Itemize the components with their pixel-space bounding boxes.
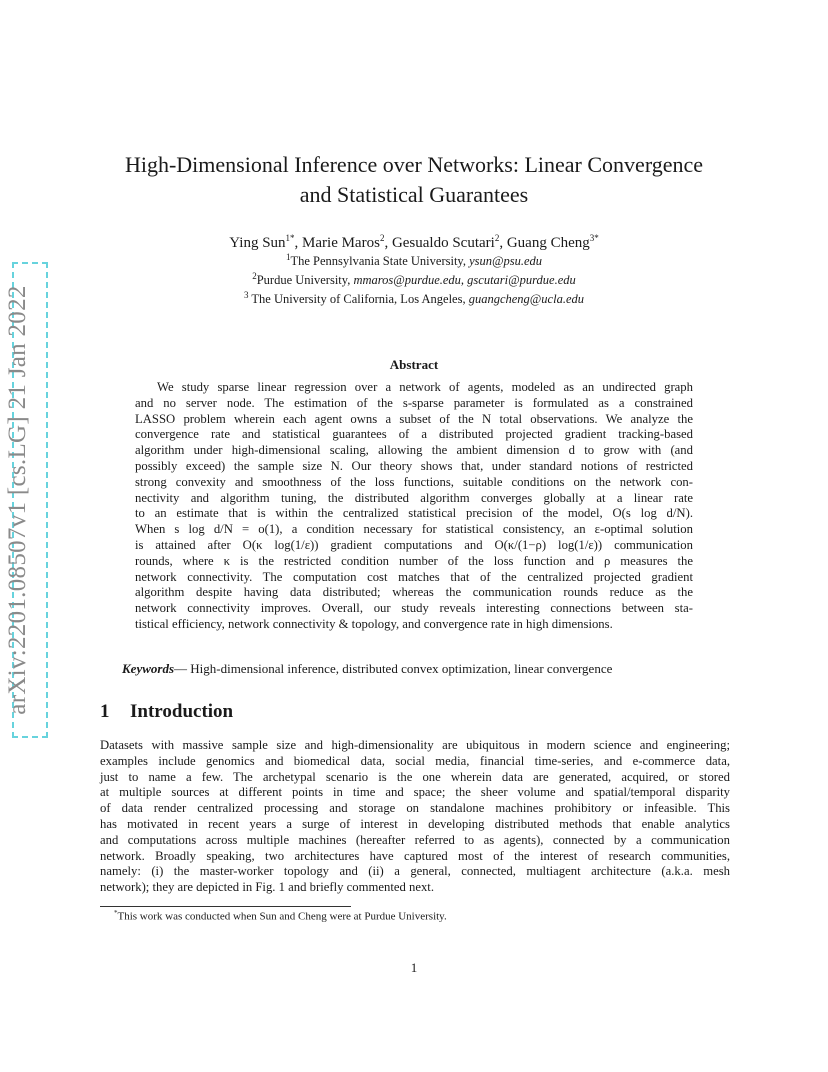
- affiliation-mark: 1: [285, 252, 291, 262]
- affiliation-mark: 3: [243, 290, 249, 300]
- footnote-text: This work was conducted when Sun and Cheng were at Purdue University.: [117, 910, 447, 923]
- page-number: 1: [410, 960, 418, 975]
- affiliation: [100, 249, 728, 269]
- intro-line: has motivated in recent years a surge of interest in developing distributed methods that enable analytics: [100, 816, 730, 831]
- abstract-line: strong convexity and smoothness of the loss functions, suitable conditions on the network con-: [135, 474, 693, 489]
- title-line: High-Dimensional Inference over Networks: Linear Convergence: [124, 152, 704, 177]
- title-line: and Statistical Guarantees: [299, 182, 529, 207]
- abstract-line: rounds, where κ is the restricted condition number of the loss function and ρ measures the: [135, 553, 693, 568]
- abstract-line: When s log d/N = o(1), a condition necessary for statistical consistency, an ε-optimal solution: [135, 522, 693, 537]
- affiliation-email: guangcheng@ucla.edu: [468, 292, 584, 307]
- abstract-line: network connectivity. The computation cost matches that of the centralized projected gradient: [135, 569, 693, 584]
- intro-line: of data render centralized processing and storage on standalone machines prohibitory or infeasible. This: [100, 801, 730, 816]
- abstract-line: is attained after O(κ log(1/ε)) gradient computations and O(κ/(1−ρ) log(1/ε)) communication: [135, 537, 693, 552]
- intro-line: Datasets with massive sample size and high-dimensionality are ubiquitous in modern science and engineering;: [100, 738, 730, 752]
- footnote: [114, 909, 447, 923]
- affiliation-email: ysun@psu.edu: [469, 254, 543, 269]
- footnote-mark: *: [114, 909, 118, 917]
- affiliation-name: The University of California, Los Angeles,: [248, 292, 469, 307]
- arxiv-stamp-text: arXiv:2201.08507v1 [cs.LG] 21 Jan 2022: [4, 285, 31, 715]
- author-mark: 1*: [285, 233, 295, 243]
- author-mark: 3*: [589, 233, 599, 243]
- abstract-line: nectivity and algorithm tuning, the distributed algorithm converges globally at a linear rate: [135, 490, 693, 505]
- paper-title: [100, 150, 728, 210]
- intro-line: namely: (i) the master-worker topology and (ii) a general, connected, multiagent architecture (a.k.a. mesh: [100, 864, 730, 879]
- abstract-line: tistical efficiency, network connectivity & topology, and convergence rate in high dimensions.: [135, 616, 613, 631]
- author-mark: 2: [379, 233, 385, 243]
- intro-line: network); they are depicted in Fig. 1 and briefly commented next.: [100, 880, 435, 895]
- author-name: , Guang Cheng: [499, 235, 590, 251]
- abstract-line: to an estimate that is within the centralized statistical precision of the model, O(s log d/N).: [135, 506, 693, 521]
- author-name: Ying Sun: [229, 235, 286, 251]
- abstract-body: [135, 380, 693, 633]
- section-heading: [100, 701, 233, 723]
- affiliation: [100, 287, 728, 307]
- intro-line: just to name a few. The archetypal scenario is the one wherein data are generated, acquired, or stored: [100, 769, 730, 784]
- affiliation-name: The Pennsylvania State University,: [290, 254, 470, 269]
- keywords-text: — High-dimensional inference, distributed convex optimization, linear convergence: [174, 661, 613, 676]
- intro-line: network. Broadly speaking, two architectures have captured most of the interest of research communities,: [100, 848, 730, 863]
- abstract-line: possibly exceed) the sample size N. Our theory shows that, under standard notions of restricted: [135, 458, 693, 473]
- abstract-line: network connectivity improves. Overall, our study reveals interesting connections between sta-: [135, 601, 693, 616]
- author-name: , Marie Maros: [294, 235, 380, 251]
- abstract-line: and no server node. The estimation of the s-sparse parameter is formulated as a constrained: [135, 395, 693, 410]
- section-number: 1: [100, 701, 110, 722]
- author-mark: 2: [494, 233, 500, 243]
- abstract-line: LASSO problem wherein each agent owns a subset of the N total observations. We analyze the: [135, 411, 693, 426]
- keywords: [122, 661, 612, 677]
- author-name: , Gesualdo Scutari: [384, 235, 495, 251]
- section-title: Introduction: [130, 701, 234, 722]
- intro-line: examples include genomics and biomedical data, social media, financial time-series, and e-commerce data,: [100, 753, 730, 768]
- intro-line: at multiple sources at different points in time and space; the sheer volume and spatial/temporal disparity: [100, 785, 730, 800]
- intro-paragraph: [100, 738, 730, 896]
- abstract-line: We study sparse linear regression over a network of agents, modeled as an undirected graph: [157, 380, 693, 394]
- abstract-heading: Abstract: [389, 357, 439, 372]
- footnote-rule: [100, 906, 351, 907]
- abstract-line: algorithm under high-dimensional scaling, allowing the ambient dimension d to grow with (and: [135, 443, 693, 458]
- affiliation: [100, 268, 728, 288]
- abstract-line: convergence rate and statistical guarantees of a distributed projected gradient tracking-based: [135, 427, 693, 442]
- keywords-label: Keywords: [122, 661, 174, 676]
- affiliation-mark: 2: [252, 271, 257, 281]
- affiliation-email: mmaros@purdue.edu, gscutari@purdue.edu: [353, 273, 576, 288]
- affiliation-name: Purdue University,: [256, 273, 354, 288]
- abstract-line: algorithm despite having data distributed; whereas the communication rounds reduce as the: [135, 585, 693, 600]
- intro-line: and computations across multiple machines (hereafter referred to as agents), connected by a communication: [100, 832, 730, 847]
